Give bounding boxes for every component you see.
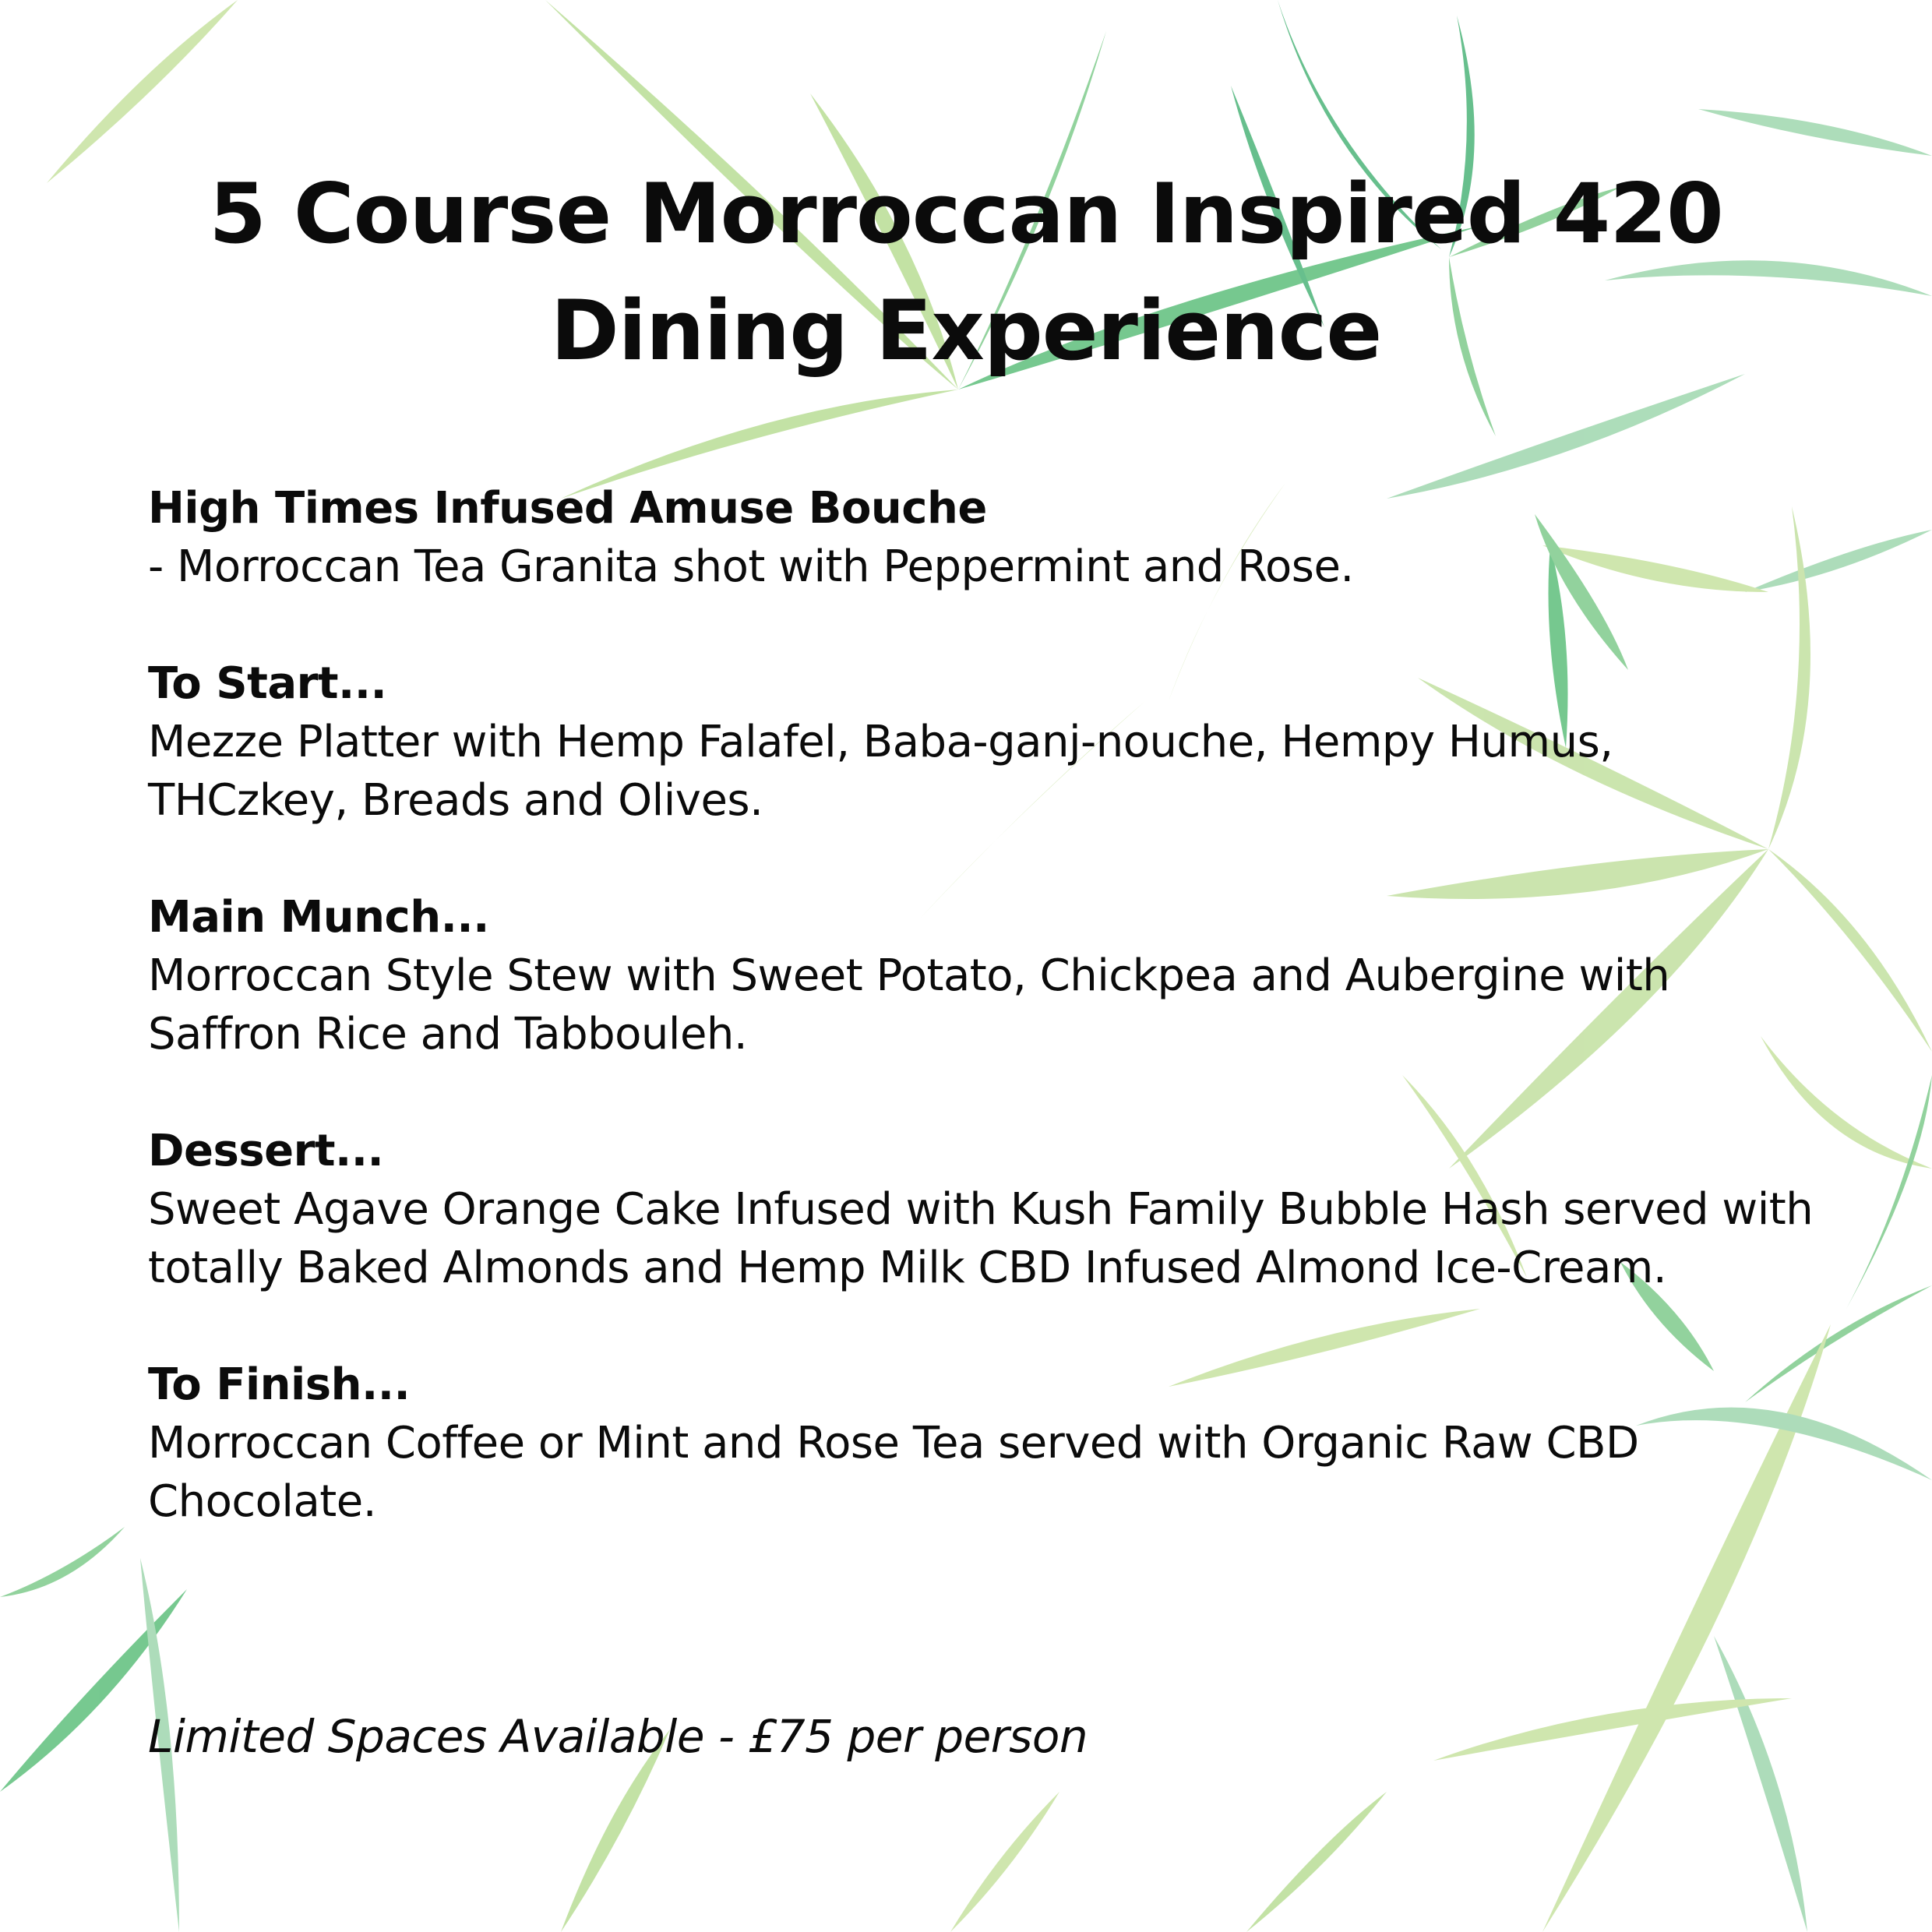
course-heading: Main Munch...: [148, 892, 489, 943]
course-heading: To Finish...: [148, 1359, 411, 1410]
course-heading: To Start...: [148, 658, 387, 709]
title-line-2: Dining Experience: [550, 283, 1382, 379]
course-item: [148, 479, 1823, 596]
course-item: [148, 1356, 1823, 1531]
course-description: Morroccan Style Stew with Sweet Potato, Chickpea and Aubergine with Saffron Rice and Tabbouleh.: [148, 950, 1670, 1059]
course-description: Mezze Platter with Hemp Falafel, Baba-ganj-nouche, Hempy Humus, THCzkey, Breads and Olives.: [148, 717, 1613, 826]
course-item: [148, 1122, 1823, 1297]
course-description: Morroccan Coffee or Mint and Rose Tea served with Organic Raw CBD Chocolate.: [148, 1418, 1639, 1527]
course-description: Sweet Agave Orange Cake Infused with Kush Family Bubble Hash served with totally Baked Almonds and Hemp Milk CBD Infused Almond Ice-Cream.: [148, 1184, 1814, 1293]
pricing-note: Limited Spaces Available - £75 per person: [148, 1710, 1088, 1763]
course-heading: Dessert...: [148, 1126, 384, 1176]
course-heading: High Times Infused Amuse Bouche: [148, 483, 987, 534]
course-item: [148, 654, 1823, 830]
title-line-1: 5 Course Morroccan Inspired 420: [209, 166, 1723, 262]
page-title: [109, 156, 1823, 390]
course-list: [148, 479, 1823, 1589]
course-description: - Morroccan Tea Granita shot with Peppermint and Rose.: [148, 541, 1354, 592]
course-item: [148, 888, 1823, 1063]
